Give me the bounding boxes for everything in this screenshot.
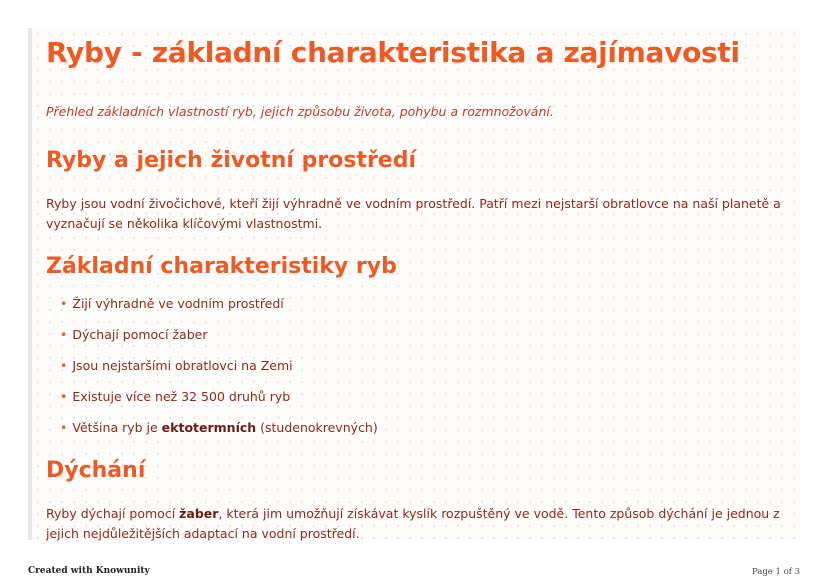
bullet-icon: • (60, 296, 68, 311)
bullet-icon: • (60, 327, 68, 342)
document-page (28, 28, 800, 540)
section-paragraph-breathing: Ryby dýchají pomocí žaber, která jim umožňují získávat kyslík rozpuštěný ve vodě. Tento způsob dýchání je jednou z jejich nejdůležitějších adaptací na vodní prostředí. (46, 506, 780, 541)
section-heading-characteristics: Základní charakteristiky ryb (46, 254, 397, 279)
characteristics-list (60, 294, 378, 449)
list-item: • Žijí výhradně ve vodním prostředí (60, 296, 284, 311)
section-heading-environment: Ryby a jejich životní prostředí (46, 148, 417, 173)
list-item: • Dýchají pomocí žaber (60, 327, 208, 342)
section-heading-breathing: Dýchání (46, 458, 146, 483)
list-item: • Jsou nejstaršími obratlovci na Zemi (60, 358, 293, 373)
footer-credit: Created with Knowunity (28, 566, 150, 576)
bullet-icon: • (60, 389, 68, 404)
bullet-icon: • (60, 420, 68, 435)
page-subtitle: Přehled základních vlastností ryb, jejich způsobu života, pohybu a rozmnožování. (46, 104, 554, 119)
bold-term: ektotermních (161, 420, 257, 435)
section-paragraph-environment: Ryby jsou vodní živočichové, kteří žijí výhradně ve vodním prostředí. Patří mezi nejstarší obratlovce na naší planetě a vyznačují se několika klíčovými vlastnostmi. (46, 196, 781, 231)
page-title: Ryby - základní charakteristika a zajímavosti (46, 36, 740, 69)
list-item: • Většina ryb je ektotermních (studenokrevných) (60, 420, 378, 435)
page-indicator: Page 1 of 3 (751, 567, 800, 577)
bold-term: žaber (179, 506, 219, 521)
list-item: • Existuje více než 32 500 druhů ryb (60, 389, 291, 404)
bullet-icon: • (60, 358, 68, 373)
